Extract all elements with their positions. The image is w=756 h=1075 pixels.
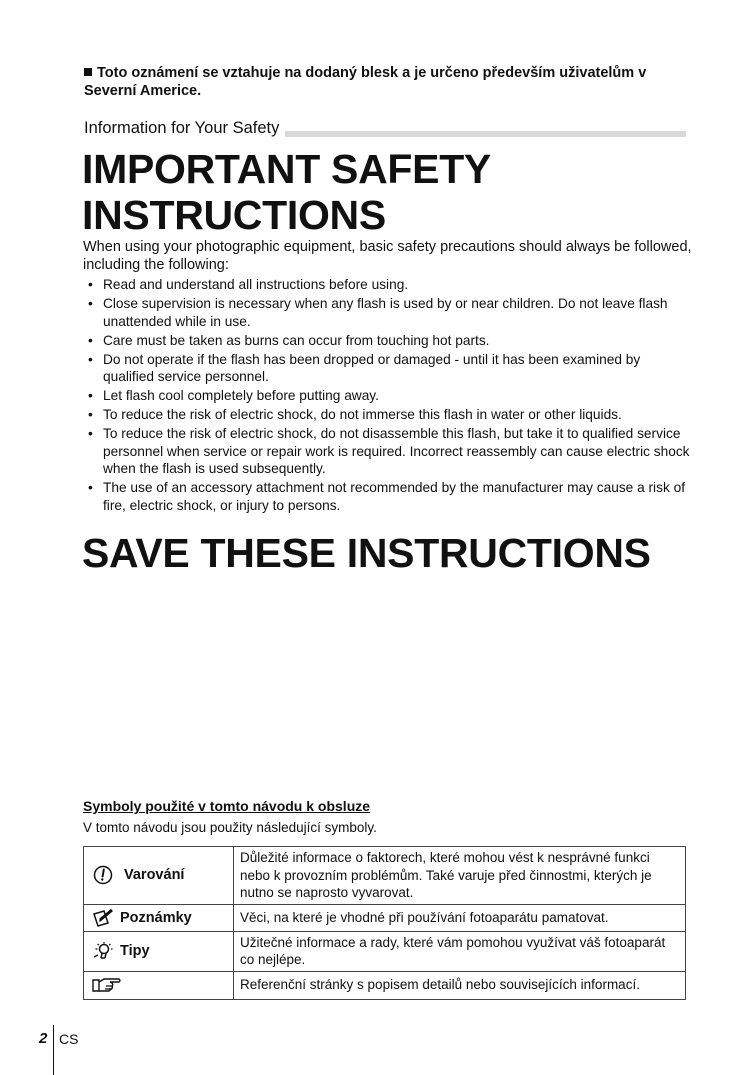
- page-number: 2: [39, 1030, 48, 1047]
- tips-icon: [92, 941, 114, 961]
- bullet-icon: •: [88, 426, 93, 441]
- bullet-icon: •: [88, 480, 93, 495]
- list-item: • To reduce the risk of electric shock, do not immerse this flash in water or other liquids.: [88, 407, 622, 422]
- symbol-label: Poznámky: [120, 909, 192, 926]
- symbol-desc: Referenční stránky s popisem detailů nebo souvisejících informací.: [234, 971, 686, 999]
- safety-list: [86, 276, 690, 516]
- symbol-label: Tipy: [120, 942, 150, 959]
- footer-divider: [53, 1025, 54, 1075]
- list-item: • Let flash cool completely before putting away.: [88, 388, 379, 403]
- bullet-icon: •: [88, 296, 93, 311]
- symbols-table: [83, 846, 686, 1000]
- pointing-hand-icon: [92, 975, 122, 995]
- symbol-desc: Užitečné informace a rady, které vám pomohou využívat váš fotoaparát co nejlépe.: [234, 931, 686, 971]
- notice-text: Toto oznámení se vztahuje na dodaný blesk a je určeno především uživatelům v Severní Americe.: [84, 65, 647, 99]
- main-title: IMPORTANT SAFETY INSTRUCTIONS: [82, 146, 491, 238]
- symbol-desc: Věci, na které je vhodné při používání fotoaparátu pamatovat.: [234, 904, 686, 931]
- language-code: CS: [59, 1031, 79, 1047]
- list-item: • To reduce the risk of electric shock, do not disassemble this flash, but take it to qualified service personnel when service or repair work is required. Incorrect reassembly can cause electric shock when the flash is used subsequently.: [88, 426, 690, 476]
- save-title: SAVE THESE INSTRUCTIONS: [82, 530, 651, 576]
- symbol-cell: [84, 847, 234, 905]
- bullet-icon: •: [88, 351, 93, 367]
- section-heading: [84, 118, 686, 140]
- bullet-icon: •: [88, 407, 93, 422]
- intro-notice: [84, 64, 694, 100]
- list-item: • Do not operate if the flash has been dropped or damaged - until it has been examined by qualified service personnel.: [88, 351, 641, 384]
- symbol-label: Varování: [124, 867, 185, 884]
- square-bullet-icon: [84, 68, 92, 76]
- symbol-cell: [84, 971, 234, 999]
- list-item: • Close supervision is necessary when any flash is used by or near children. Do not leave flash unattended while in use.: [88, 296, 668, 329]
- symbol-desc: Důležité informace o faktorech, které mohou vést k nesprávné funkci nebo k provozním problémům. Také varuje před činnostmi, kterých je nutno se naprosto vyvarovat.: [234, 847, 686, 905]
- warning-icon: [92, 865, 114, 885]
- table-row: [84, 971, 686, 999]
- bullet-icon: •: [88, 277, 93, 292]
- table-row: [84, 904, 686, 931]
- list-item: • The use of an accessory attachment not recommended by the manufacturer may cause a risk of fire, electric shock, or injury to persons.: [88, 480, 686, 513]
- bullet-icon: •: [88, 388, 93, 403]
- table-row: [84, 847, 686, 905]
- list-item: • Care must be taken as burns can occur from touching hot parts.: [88, 332, 490, 348]
- list-item: • Read and understand all instructions before using.: [88, 277, 409, 292]
- symbol-cell: [84, 931, 234, 971]
- symbol-cell: [84, 904, 234, 931]
- bullet-icon: •: [88, 332, 93, 348]
- table-row: [84, 931, 686, 971]
- notes-icon: [92, 908, 114, 928]
- symbols-heading: Symboly použité v tomto návodu k obsluze: [83, 798, 371, 814]
- section-heading-text: Information for Your Safety: [84, 119, 285, 138]
- symbols-intro: V tomto návodu jsou použity následující symboly.: [83, 820, 377, 835]
- intro-text: When using your photographic equipment, basic safety precautions should always be followed, including the following:: [83, 239, 692, 273]
